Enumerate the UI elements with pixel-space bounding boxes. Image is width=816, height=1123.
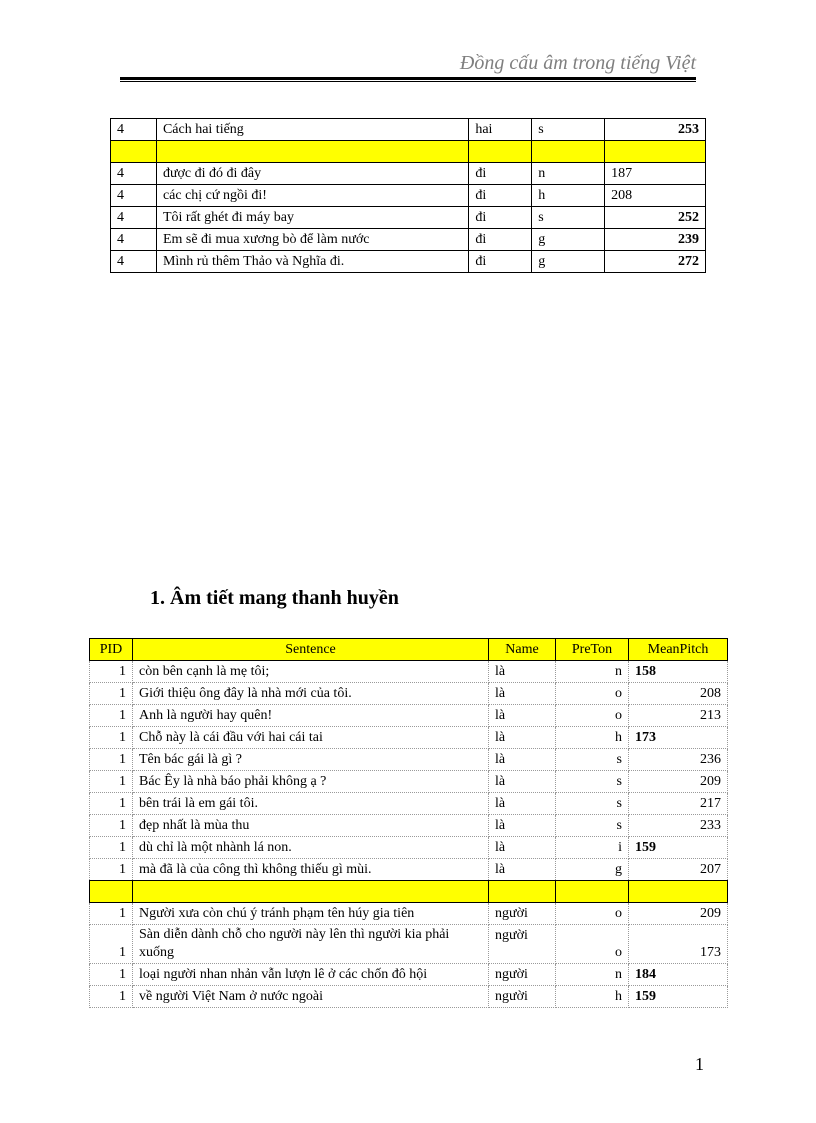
- table-row: [90, 661, 728, 683]
- pid-cell: 1: [90, 705, 133, 727]
- table-row: [90, 964, 728, 986]
- sentence-cell: bên trái là em gái tôi.: [133, 793, 489, 815]
- pid-cell: 1: [90, 925, 133, 964]
- preton-cell: n: [532, 163, 605, 185]
- meanpitch-cell: [629, 881, 728, 903]
- name-cell: là: [489, 793, 556, 815]
- preton-cell: o: [556, 705, 629, 727]
- table-row: [90, 727, 728, 749]
- meanpitch-cell: 173: [629, 727, 728, 749]
- sentence-cell: Tên bác gái là gì ?: [133, 749, 489, 771]
- meanpitch-cell: 209: [629, 903, 728, 925]
- name-cell: hai: [469, 119, 532, 141]
- meanpitch-cell: 217: [629, 793, 728, 815]
- name-cell: đi: [469, 229, 532, 251]
- meanpitch-cell: 159: [629, 837, 728, 859]
- preton-cell: o: [556, 925, 629, 964]
- preton-cell: i: [556, 837, 629, 859]
- header-meanpitch: MeanPitch: [629, 639, 728, 661]
- sentence-cell: Tôi rất ghét đi máy bay: [156, 207, 468, 229]
- meanpitch-cell: 208: [629, 683, 728, 705]
- preton-cell: s: [532, 119, 605, 141]
- preton-cell: h: [532, 185, 605, 207]
- meanpitch-cell: 253: [605, 119, 706, 141]
- preton-cell: h: [556, 986, 629, 1008]
- meanpitch-cell: 187: [605, 163, 706, 185]
- meanpitch-cell: 213: [629, 705, 728, 727]
- sentence-cell: về người Việt Nam ở nước ngoài: [133, 986, 489, 1008]
- pid-cell: 1: [90, 683, 133, 705]
- pid-cell: 1: [90, 815, 133, 837]
- name-cell: người: [489, 925, 556, 964]
- running-header-title: Đồng cấu âm trong tiếng Việt: [459, 52, 696, 74]
- header-sentence: Sentence: [133, 639, 489, 661]
- pid-cell: 1: [90, 859, 133, 881]
- sentence-cell: Em sẽ đi mua xương bò để làm nước: [156, 229, 468, 251]
- pid-cell: 1: [90, 793, 133, 815]
- pid-cell: 4: [111, 251, 157, 273]
- table-row: [111, 119, 706, 141]
- table-row: [90, 815, 728, 837]
- sentence-cell: đẹp nhất là mùa thu: [133, 815, 489, 837]
- pid-cell: 1: [90, 727, 133, 749]
- header-name: Name: [489, 639, 556, 661]
- preton-cell: o: [556, 903, 629, 925]
- name-cell: [469, 141, 532, 163]
- pid-cell: 1: [90, 771, 133, 793]
- table-row: [90, 837, 728, 859]
- name-cell: là: [489, 683, 556, 705]
- name-cell: là: [489, 749, 556, 771]
- table-row: [90, 793, 728, 815]
- name-cell: đi: [469, 251, 532, 273]
- pid-cell: [111, 141, 157, 163]
- name-cell: đi: [469, 207, 532, 229]
- preton-cell: g: [556, 859, 629, 881]
- separator-row: [90, 881, 728, 903]
- pitch-table-di: [110, 118, 706, 273]
- table-row: [90, 903, 728, 925]
- meanpitch-cell: 236: [629, 749, 728, 771]
- table-row: [111, 207, 706, 229]
- sentence-cell: Giới thiệu ông đây là nhà mới của tôi.: [133, 683, 489, 705]
- sentence-cell: loại người nhan nhản vẫn lượn lê ở các chốn đô hội: [133, 964, 489, 986]
- meanpitch-cell: 158: [629, 661, 728, 683]
- name-cell: là: [489, 705, 556, 727]
- meanpitch-cell: 184: [629, 964, 728, 986]
- meanpitch-cell: 208: [605, 185, 706, 207]
- section-heading: 1. Âm tiết mang thanh huyền: [150, 587, 399, 609]
- page-number: 1: [695, 1054, 704, 1074]
- pid-cell: 4: [111, 207, 157, 229]
- preton-cell: g: [532, 229, 605, 251]
- table-row: [90, 705, 728, 727]
- header-pid: PID: [90, 639, 133, 661]
- pid-cell: 1: [90, 661, 133, 683]
- table-row: [90, 749, 728, 771]
- table-row: [90, 986, 728, 1008]
- table-header-row: [90, 639, 728, 661]
- header-rule: [120, 77, 696, 80]
- name-cell: là: [489, 859, 556, 881]
- pid-cell: 4: [111, 229, 157, 251]
- name-cell: đi: [469, 185, 532, 207]
- meanpitch-cell: 239: [605, 229, 706, 251]
- preton-cell: n: [556, 661, 629, 683]
- sentence-cell: mà đã là của công thì không thiếu gì mùi.: [133, 859, 489, 881]
- meanpitch-cell: 272: [605, 251, 706, 273]
- meanpitch-cell: [605, 141, 706, 163]
- preton-cell: s: [556, 815, 629, 837]
- preton-cell: s: [556, 793, 629, 815]
- meanpitch-cell: 233: [629, 815, 728, 837]
- preton-cell: s: [556, 749, 629, 771]
- sentence-cell: Người xưa còn chú ý tránh phạm tên húy gia tiên: [133, 903, 489, 925]
- name-cell: là: [489, 661, 556, 683]
- name-cell: người: [489, 964, 556, 986]
- table-row: [90, 771, 728, 793]
- header-preton: PreTon: [556, 639, 629, 661]
- meanpitch-cell: 252: [605, 207, 706, 229]
- name-cell: là: [489, 727, 556, 749]
- pid-cell: 4: [111, 185, 157, 207]
- table-row: [111, 229, 706, 251]
- pid-cell: 1: [90, 749, 133, 771]
- table-row: [111, 163, 706, 185]
- sentence-cell: Sàn diễn dành chỗ cho người này lên thì người kia phải xuống: [133, 925, 489, 964]
- sentence-cell: được đi đó đi đây: [156, 163, 468, 185]
- sentence-cell: Anh là người hay quên!: [133, 705, 489, 727]
- separator-row: [111, 141, 706, 163]
- pid-cell: 4: [111, 163, 157, 185]
- preton-cell: s: [532, 207, 605, 229]
- preton-cell: [532, 141, 605, 163]
- preton-cell: h: [556, 727, 629, 749]
- sentence-cell: Mình rủ thêm Thảo và Nghĩa đi.: [156, 251, 468, 273]
- name-cell: người: [489, 903, 556, 925]
- preton-cell: n: [556, 964, 629, 986]
- preton-cell: o: [556, 683, 629, 705]
- sentence-cell: Cách hai tiếng: [156, 119, 468, 141]
- sentence-cell: [156, 141, 468, 163]
- meanpitch-cell: 209: [629, 771, 728, 793]
- meanpitch-cell: 207: [629, 859, 728, 881]
- name-cell: người: [489, 986, 556, 1008]
- name-cell: là: [489, 815, 556, 837]
- preton-cell: [556, 881, 629, 903]
- sentence-cell: các chị cứ ngồi đi!: [156, 185, 468, 207]
- pid-cell: 1: [90, 837, 133, 859]
- preton-cell: g: [532, 251, 605, 273]
- sentence-cell: dù chỉ là một nhành lá non.: [133, 837, 489, 859]
- table-row: [90, 859, 728, 881]
- name-cell: đi: [469, 163, 532, 185]
- pid-cell: 4: [111, 119, 157, 141]
- sentence-cell: Bác Êy là nhà báo phải không ạ ?: [133, 771, 489, 793]
- pid-cell: 1: [90, 986, 133, 1008]
- pid-cell: 1: [90, 964, 133, 986]
- name-cell: là: [489, 837, 556, 859]
- name-cell: là: [489, 771, 556, 793]
- meanpitch-cell: 173: [629, 925, 728, 964]
- sentence-cell: còn bên cạnh là mẹ tôi;: [133, 661, 489, 683]
- pid-cell: [90, 881, 133, 903]
- pitch-table-huyen: [89, 638, 728, 1008]
- table-row: [111, 185, 706, 207]
- header-rule-thin: [120, 81, 696, 82]
- table-row: [90, 925, 728, 964]
- sentence-cell: [133, 881, 489, 903]
- pid-cell: 1: [90, 903, 133, 925]
- preton-cell: s: [556, 771, 629, 793]
- table-row: [111, 251, 706, 273]
- meanpitch-cell: 159: [629, 986, 728, 1008]
- name-cell: [489, 881, 556, 903]
- sentence-cell: Chỗ này là cái đầu với hai cái tai: [133, 727, 489, 749]
- table-row: [90, 683, 728, 705]
